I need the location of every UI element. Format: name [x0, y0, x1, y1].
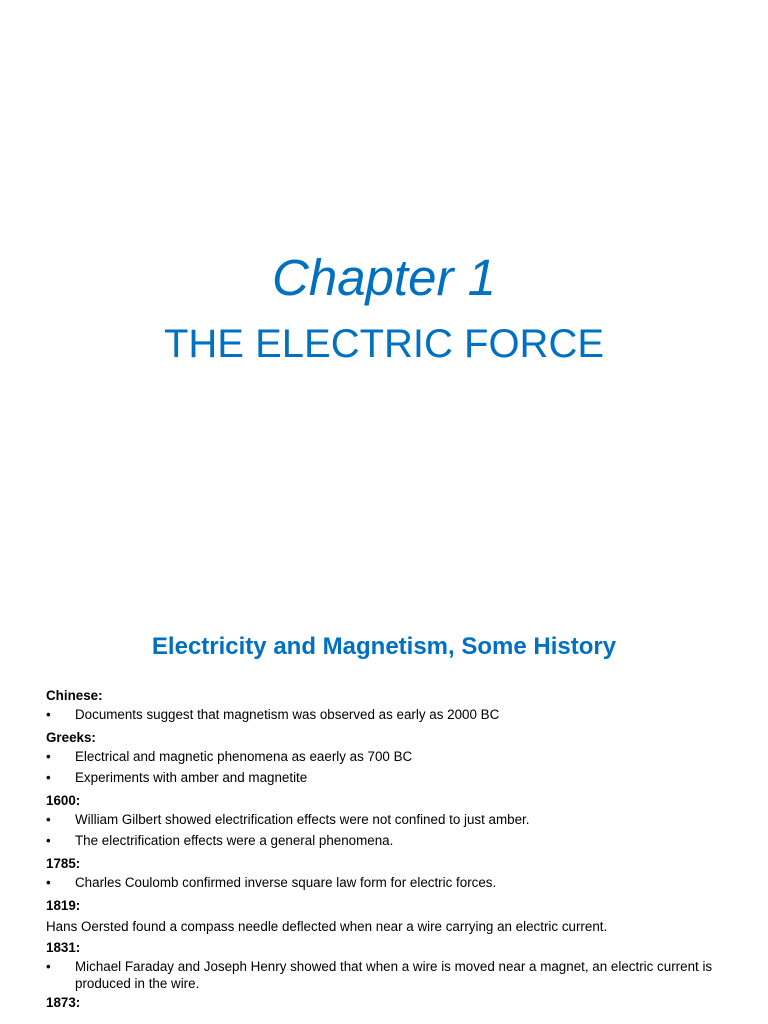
list-item [46, 706, 736, 727]
bullet-icon: • [46, 749, 51, 764]
bullet-icon: • [46, 833, 51, 848]
list-item-text: Documents suggest that magnetism was observed as early as 2000 BC [75, 707, 500, 722]
list-item-text: Electrical and magnetic phenomena as eaerly as 700 BC [75, 749, 413, 764]
era-heading: 1600: [46, 793, 81, 808]
list-item-text: Experiments with amber and magnetite [75, 770, 308, 785]
list-item [46, 748, 736, 769]
bullet-icon: • [46, 707, 51, 722]
list-item-text: The electrification effects were a general phenomena. [75, 833, 394, 848]
bullet-icon: • [46, 959, 51, 974]
history-slide [0, 580, 768, 1024]
list-item-text: Charles Coulomb confirmed inverse square law form for electric forces. [75, 875, 497, 890]
history-line: Hans Oersted found a compass needle deflected when near a wire carrying an electric current. [46, 919, 608, 934]
list-item [46, 769, 736, 790]
era-heading: Greeks: [46, 730, 96, 745]
era-heading: 1785: [46, 856, 81, 871]
list-item [46, 832, 736, 853]
chapter-title: Chapter 1 [272, 249, 496, 306]
list-item-text: William Gilbert showed electrification effects were not confined to just amber. [75, 812, 530, 827]
bullet-icon: • [46, 812, 51, 827]
era-heading: Chinese: [46, 688, 103, 703]
bullet-icon: • [46, 770, 51, 785]
list-item [46, 874, 736, 895]
list-item [46, 811, 736, 832]
era-heading: 1819: [46, 898, 81, 913]
era-heading: 1831: [46, 940, 81, 955]
list-item [46, 958, 736, 992]
history-title: Electricity and Magnetism, Some History [151, 633, 617, 660]
bullet-icon: • [46, 875, 51, 890]
chapter-subtitle: THE ELECTRIC FORCE [163, 322, 605, 366]
list-item-text: Michael Faraday and Joseph Henry showed that when a wire is moved near a magnet, an electric current is produced in the wire. [75, 959, 713, 991]
history-body [46, 685, 736, 1013]
era-heading: 1873: [46, 995, 81, 1010]
